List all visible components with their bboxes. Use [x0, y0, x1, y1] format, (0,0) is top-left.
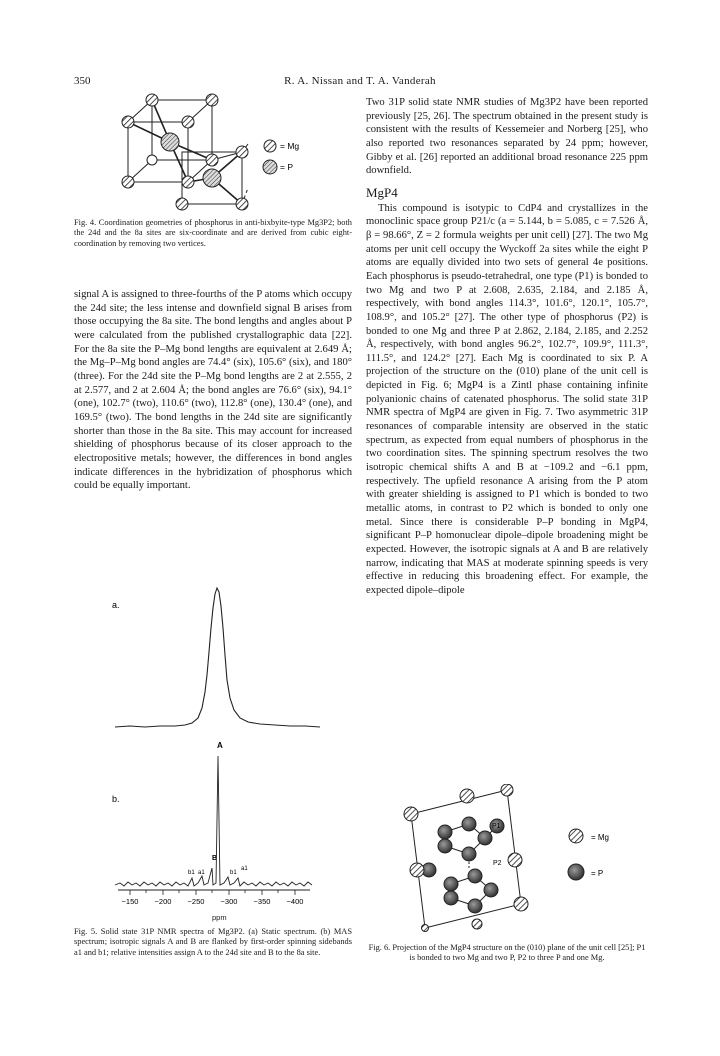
- page-number: 350: [74, 75, 91, 87]
- fig5-sideband-b1-left: b1: [188, 870, 195, 876]
- fig5-tick-label: −200: [154, 897, 172, 906]
- fig5-sideband-a1-right: a1: [241, 866, 248, 872]
- fig6-label-p1: P1: [492, 823, 501, 830]
- fig6-caption: Fig. 6. Projection of the MgP4 structure on the (010) plane of the unit cell [25]; P1 is bonded to two Mg and two P, P2 to three P and one Mg.: [368, 943, 646, 963]
- figure-4: [100, 92, 340, 212]
- fig5-sideband-b1-right: b1: [230, 870, 237, 876]
- fig5-tick-label: −350: [253, 897, 271, 906]
- fig5-tick-label: −400: [286, 897, 304, 906]
- fig5-peak-label-a: A: [217, 741, 223, 750]
- fig4-caption: Fig. 4. Coordination geometries of phosphorus in anti-bixbyite-type Mg3P2; both the 24d and the 8a sites are six-coordinate and are derived from cubic eight-coordination by removing two vertices.: [74, 218, 352, 248]
- section-heading-mgp4: MgP4: [366, 184, 398, 200]
- fig5-sideband-a1-left: a1: [198, 870, 205, 876]
- fig6-structure-projection: [395, 784, 655, 932]
- figure-5: [100, 580, 340, 910]
- fig5-caption: Fig. 5. Solid state 31P NMR spectra of Mg3P2. (a) Static spectrum. (b) MAS spectrum; isotropic signals A and B are flanked by first-order spinning sidebands a1 and b1; relative intensities assign A to the 24d site and B to the 8a site.: [74, 927, 352, 957]
- fig5-peak-label-b: B: [212, 855, 218, 862]
- right-paragraph-1: This compound is isotypic to CdP4 and crystallizes in the monoclinic space group P21/c (a = 5.144, b = 5.085, c = 7.526 Å, β = 98.66°, Z = 2 formula weights per unit cell) [27]. The two Mg atoms per unit cell occupy the Wyckoff 2a sites while the eight P atoms are equally divided into two sets of general 4e positions. Each phosphorus is pseudo-tetrahedral, one type (P1) is bonded to two Mg and two P at 2.608, 2.635, 2.184, and 2.185 Å, respectively, with bond angles 114.3°, 101.6°, 120.1°, 105.7°, 108.9°, and 105.2° [27]. The other type of phosphorus (P2) is bonded to one Mg and three P at 2.862, 2.184, 2.185, and 2.252 Å, respectively, with bond angles 96.2°, 102.7°, 109.9°, 111.3°, 111.5°, and 124.2° [27]. Each Mg is coordinated to six P. A projection of the structure on the (010) plane of the unit cell is depicted in Fig. 6; MgP4 is a Zintl phase containing infinite polyanionic chains of catenated phosphorus. The solid state 31P NMR spectra of MgP4 are given in Fig. 7. Two asymmetric 31P resonances of comparable intensity are observed in the static spectrum, as expected from equal numbers of phosphorus in the two coordination sites. The spinning spectrum resolves the two isotropic chemical shifts A and B at −109.2 and −6.1 ppm, respectively. The upfield resonance A arising from the P atom with greater shielding is assigned to P1 which is bonded to two metallic atoms, in contrast to P2 which is bonded to only one metal. Since there is considerable P–P bonding in MgP4, significant P–P homonuclear dipole–dipole broadening might be expected. However, the isotropic signals at A and B are relatively narrow, indicating that MAS at moderate spinning speeds is very effective in reducing this broadening effect. For example, the expected dipole–dipole: [366, 202, 648, 596]
- figure-6: [395, 784, 655, 932]
- fig4-structure-diagram: [100, 92, 340, 212]
- fig5-tick-label: −150: [121, 897, 139, 906]
- mg-legend-swatch: [264, 140, 276, 152]
- fig5-label-a: a.: [112, 600, 120, 610]
- left-paragraph-1: signal A is assigned to three-fourths of the P atoms which occupy the 24d site; the less intense and downfield signal B arises from those occupying the 8a site. The bond lengths and angles about P were calculated from the published crystallographic data [22]. For the 8a site the P–Mg bond lengths are equivalent at 2.649 Å; the Mg–P–Mg bond angles are 74.4° (six), 105.6° (six), and 180° (three). For the 24d site the P–Mg bond lengths are 2 at 2.555, 2 at 2.577, and 2 at 2.604 Å; the bond angles are 76.6° (six), 94.1° (one), 102.7° (two), 110.6° (two), 112.8° (one), 130.4° (one), and 169.5° (two). The bond lengths in the 24d site are significantly shorter than those in the 8a site. This may account for increased shielding of phosphorus because of its closer approach to the electropositive metals; however, the differences in bond angles indicate differences in the hybridization of phosphorus which could be equally important.: [74, 289, 352, 492]
- right-column: [366, 96, 648, 598]
- fig5-nmr-spectra: [100, 580, 340, 910]
- p-legend-swatch: [263, 160, 277, 174]
- fig6-label-p2: P2: [493, 860, 502, 867]
- fig5-mas-spectrum: [115, 756, 312, 886]
- fig6-p-legend-swatch: [568, 864, 584, 880]
- fig5-tick-label: −250: [187, 897, 205, 906]
- right-paragraph-0: Two 31P solid state NMR studies of Mg3P2 have been reported previously [25, 26]. The spectrum obtained in the present study is consistent with the results of Kessemeier and Norberg [25], who also reported two resonances separated by 24 ppm; however, Gibby et al. [26] reported an additional broad resonance 225 ppm downfield.: [366, 97, 648, 177]
- running-head: R. A. Nissan and T. A. Vanderah: [284, 75, 436, 87]
- left-column: [74, 288, 352, 493]
- fig6-mg-legend-swatch: [569, 829, 583, 843]
- fig6-legend-p: = P: [591, 869, 604, 878]
- fig4-legend-p: = P: [280, 162, 293, 172]
- fig4-legend-mg: = Mg: [280, 141, 300, 151]
- fig5-axis-unit: ppm: [212, 913, 227, 922]
- fig5-tick-label: −300: [220, 897, 238, 906]
- fig5-label-b: b.: [112, 794, 120, 804]
- fig6-legend-mg: = Mg: [591, 833, 610, 842]
- fig5-static-spectrum: [115, 588, 320, 727]
